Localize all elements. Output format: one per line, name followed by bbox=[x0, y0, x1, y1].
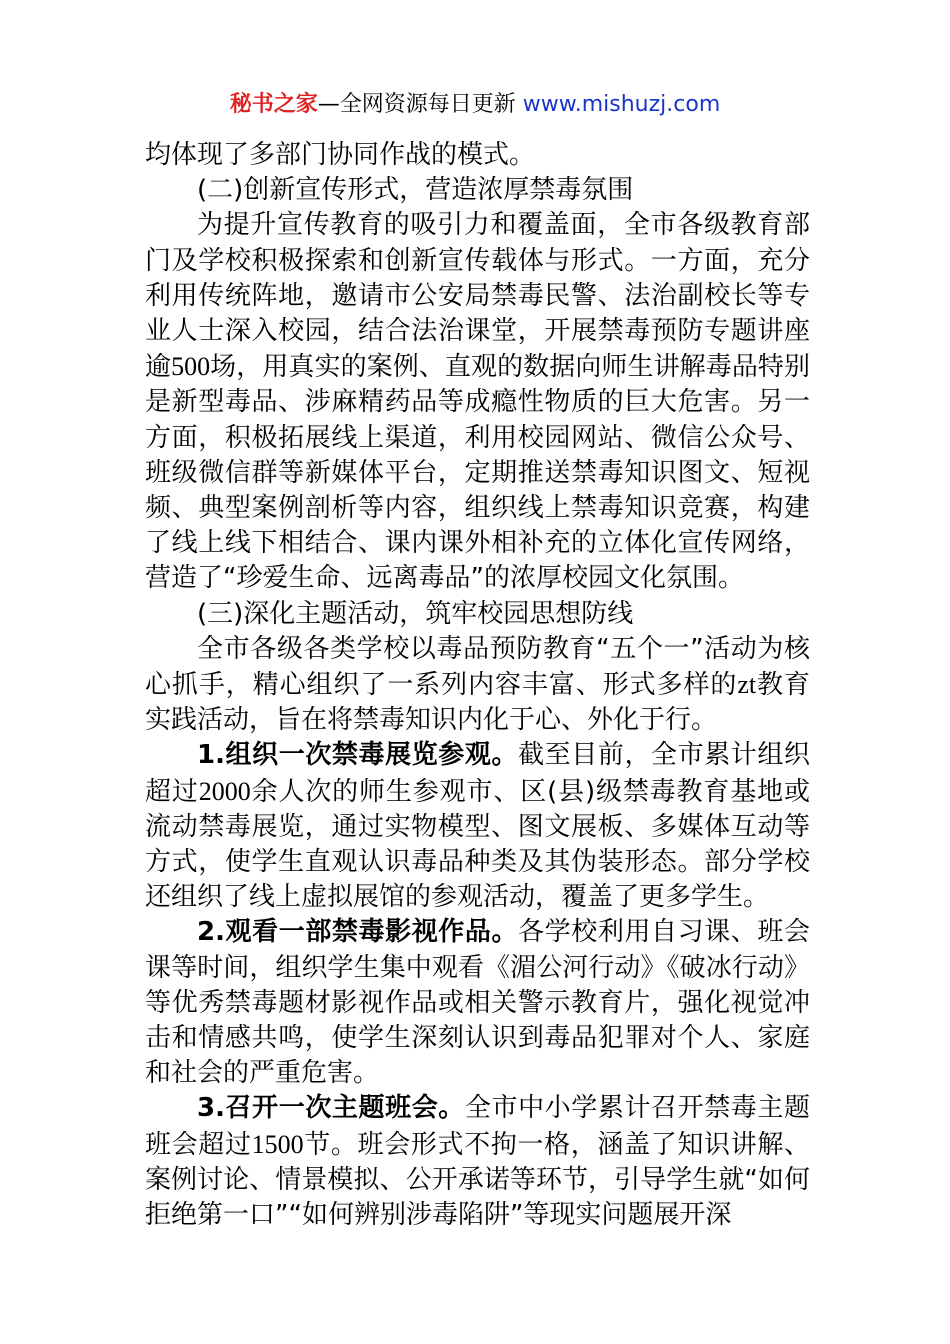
item-lead: 2.观看一部禁毒影视作品。 bbox=[197, 917, 519, 948]
paragraph-text: 场，用真实的案例、直观的数据向师生讲解毒品特别是新型毒品、涉麻精药品等成瘾性物质的巨大危害。另一方面，积极拓展线上渠道，利用校园网站、微信公众号、班级微信群等新媒体平台，定期推送禁毒知识图文、短视频、典型案例剖析等内容，组织线上禁毒知识竞赛，构建了线上线下相结合、课内课外相补充的立体化宣传网络，营造了“珍爱生命、远离毒品”的浓厚校园文化氛围。 bbox=[145, 352, 810, 594]
lecture-count: 500 bbox=[171, 352, 211, 382]
paragraph-text: 教育实践活动，旨在将禁毒知识内化于心、外化于行。 bbox=[145, 670, 810, 736]
paragraph-activities bbox=[145, 632, 810, 739]
item-text: 节。班会形式不拘一格，涵盖了知识讲解、案例讨论、情景模拟、公开承诺等环节，引导学生就“如何拒绝第一口”“如何辨别涉毒陷阱”等现实问题展开深 bbox=[145, 1129, 810, 1231]
section-heading-2: (二)创新宣传形式，营造浓厚禁毒氛围 bbox=[197, 175, 634, 206]
paragraph-publicity bbox=[145, 208, 810, 596]
list-item-class-meeting bbox=[145, 1091, 810, 1233]
document-body bbox=[145, 138, 810, 1233]
list-item-film bbox=[145, 915, 810, 1091]
header-brand: 秘书之家 bbox=[229, 92, 318, 117]
item-text: 截至目前，全市累计组织超过 bbox=[145, 740, 810, 807]
item-lead: 3.召开一次主题班会。 bbox=[197, 1093, 465, 1124]
item-text: 全市中小学累计召开禁毒主题班会超过 bbox=[145, 1093, 810, 1160]
item-text: 余人次的师生参观市、区(县)级禁毒教育基地或流动禁毒展览，通过实物模型、图文展板、多媒体互动等方式，使学生直观认识毒品种类及其伪装形态。部分学校还组织了线上虚拟展馆的参观活动，覆盖了更多学生。 bbox=[145, 776, 810, 913]
item-lead: 1.组织一次禁毒展览参观。 bbox=[197, 740, 519, 771]
paragraph-continuation: 均体现了多部门协同作战的模式。 bbox=[145, 140, 536, 170]
item-text: 各学校利用自习课、班会课等时间，组织学生集中观看《湄公河行动》《破冰行动》等优秀禁毒题材影视作品或相关警示教育片，强化视觉冲击和情感共鸣，使学生深刻认识到毒品犯罪对个人、家庭和社会的严重危害。 bbox=[145, 917, 810, 1089]
class-meeting-count: 1500 bbox=[251, 1129, 304, 1159]
paragraph-text: 全市各级各类学校以毒品预防教育“五个一”活动为核心抓手，精心组织了一系列内容丰富、形式多样的 bbox=[145, 633, 810, 701]
section-heading-3: (三)深化主题活动，筑牢校园思想防线 bbox=[197, 598, 634, 629]
list-item-exhibition bbox=[145, 738, 810, 915]
inline-term: zt bbox=[737, 670, 757, 700]
header-url-link[interactable]: www.mishuzj.com bbox=[522, 92, 721, 117]
paragraph-text: 为提升宣传教育的吸引力和覆盖面，全市各级教育部门及学校积极探索和创新宣传载体与形式。一方面，充分利用传统阵地，邀请市公安局禁毒民警、法治副校长等专业人士深入校园，结合法治课堂，开展禁毒预防专题讲座逾 bbox=[145, 210, 810, 383]
header-tagline: —全网资源每日更新 bbox=[317, 92, 516, 117]
visitor-count: 2000 bbox=[198, 776, 251, 806]
page-header bbox=[0, 88, 950, 122]
